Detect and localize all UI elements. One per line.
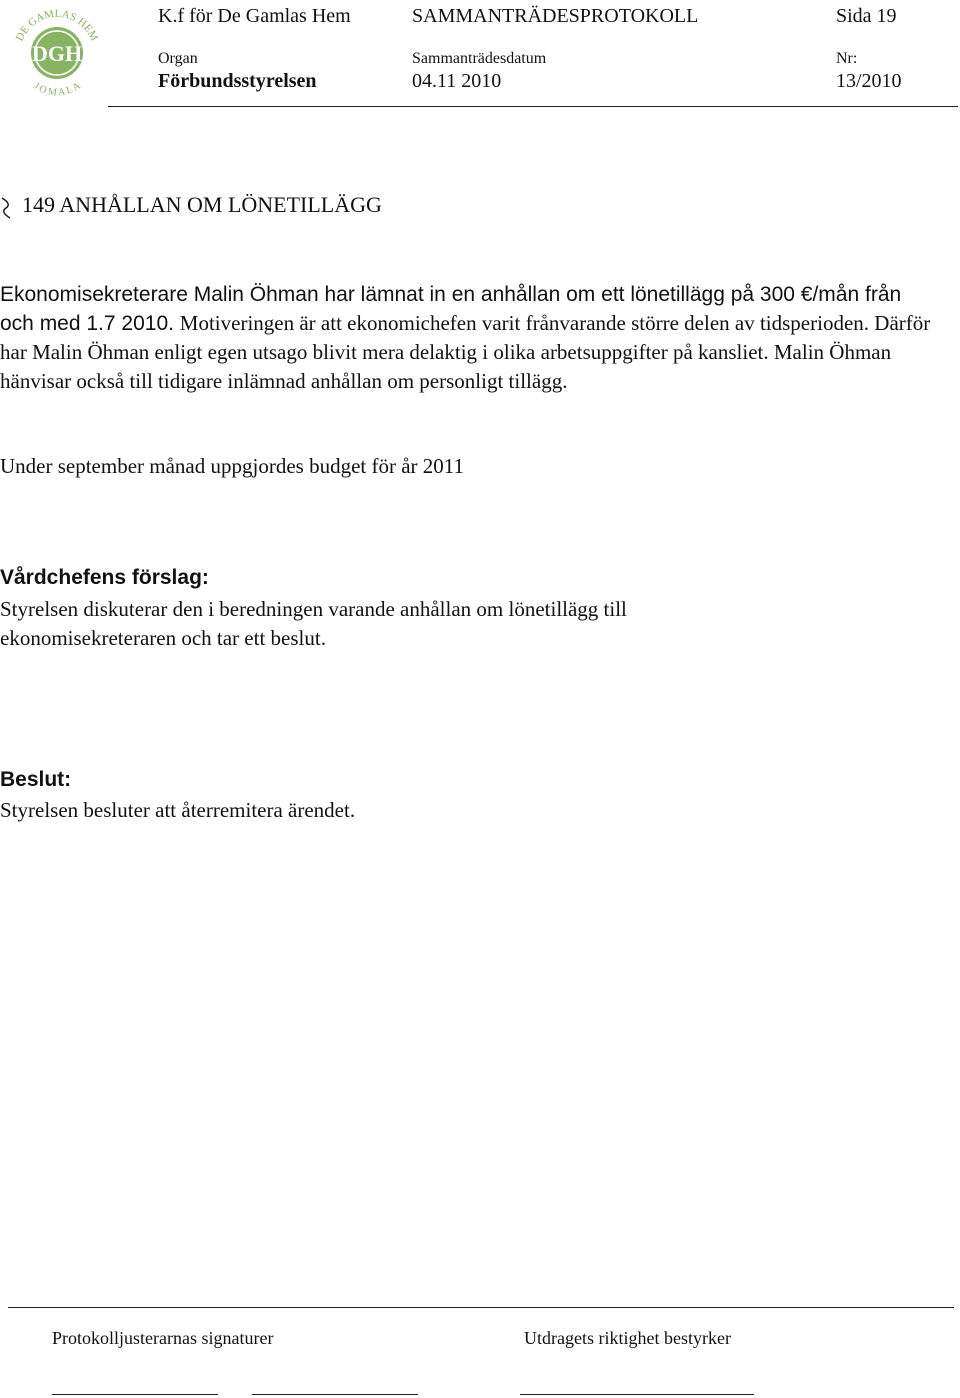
signature-line-1: [52, 1394, 218, 1395]
logo-monogram: DGH: [31, 41, 83, 66]
section-mark-icon: [0, 196, 14, 220]
signature-line-2: [252, 1394, 418, 1395]
date-value: 04.11 2010: [412, 70, 502, 92]
decision-heading: Beslut:: [0, 768, 72, 791]
page-number: Sida 19: [836, 5, 897, 27]
logo-arc-top-text: DE GAMLAS HEM: [13, 7, 101, 44]
decision-text: Styrelsen besluter att återremitera ärendet.: [0, 798, 356, 822]
proposal-text: Styrelsen diskuterar den i beredningen varande anhållan om lönetillägg till ekonomisekreteraren och tar ett beslut.: [0, 597, 627, 650]
footer-rule: [8, 1307, 954, 1308]
paragraph-budget: [0, 452, 940, 481]
organ-label: Organ: [158, 50, 198, 67]
paragraph-1-part-b: Motiveringen är att ekonomichefen varit frånvarande större delen av tidsperioden. Därför har Malin Öhman enligt egen utsago blivit mera delaktig i olika arbetsuppgifter på kansliet. Malin Öhman hänvisar också till tidigare inlämnad anhållan om personligt tillägg.: [0, 311, 931, 393]
logo-arc-bottom-text: J O M A L A: [31, 80, 83, 99]
dgh-seal-logo: [6, 2, 108, 102]
paragraph-background: [0, 280, 940, 396]
nr-label: Nr:: [836, 50, 858, 67]
extract-label: Utdragets riktighet bestyrker: [524, 1328, 731, 1348]
org-name: K.f för De Gamlas Hem: [158, 5, 351, 27]
proposal-heading: Vårdchefens förslag:: [0, 566, 209, 589]
section-number: 149: [22, 192, 55, 217]
header-rule: [108, 106, 958, 107]
date-label: Sammanträdesdatum: [412, 50, 547, 67]
organ-value: Förbundsstyrelsen: [158, 70, 317, 92]
paragraph-1-part-a: Ekonomisekreterare Malin Öhman har lämnat in en anhållan om ett lönetillägg på 300 €/mån från och med 1.7 2010.: [0, 283, 902, 335]
paragraph-2: Under september månad uppgjordes budget för år 2011: [0, 454, 464, 478]
nr-value: 13/2010: [836, 70, 902, 92]
signatures-label: Protokolljusterarnas signaturer: [52, 1328, 274, 1348]
doc-type: SAMMANTRÄDESPROTOKOLL: [412, 5, 699, 27]
section-title: ANHÅLLAN OM LÖNETILLÄGG: [59, 192, 382, 217]
extract-signature-line: [520, 1394, 754, 1395]
section-heading: [22, 192, 382, 218]
